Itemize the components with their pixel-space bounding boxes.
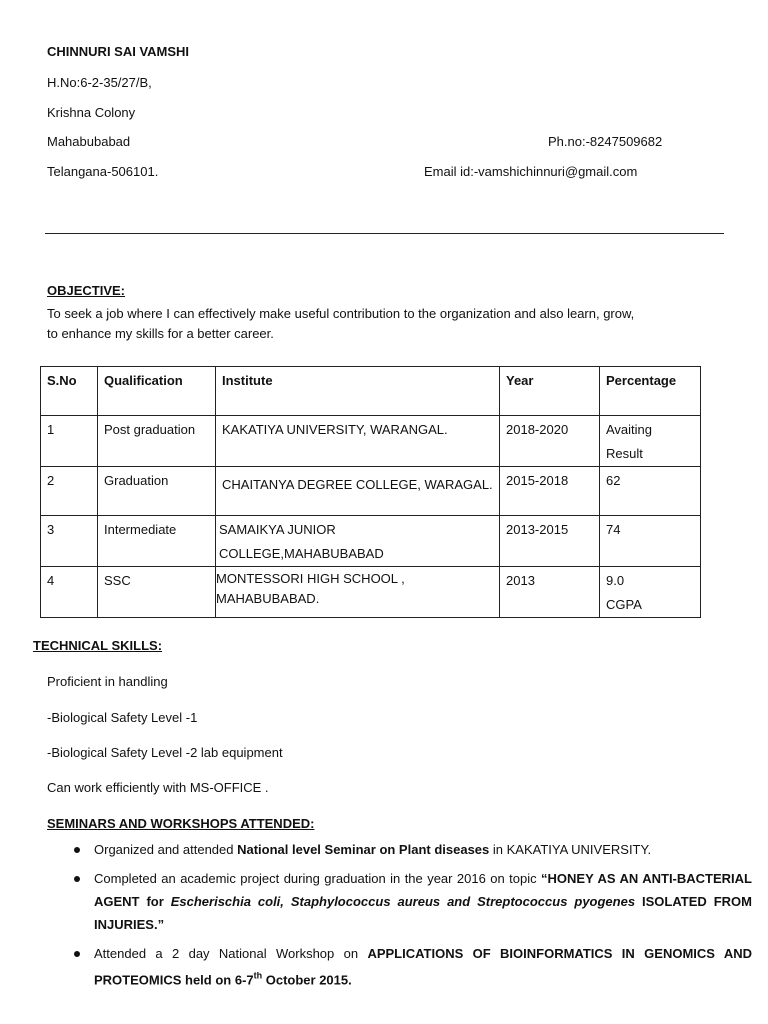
cell-year: 2013-2015	[500, 516, 600, 567]
divider-line	[45, 233, 724, 234]
bullet-bold-text: ISOLATED FROM INJURIES.”	[94, 894, 752, 932]
bullet-icon	[74, 876, 80, 882]
bullet-bold-text: “HONEY AS AN ANTI-BACTERIAL AGENT for	[94, 871, 752, 909]
bullet-text: Completed an academic project during graduation in the year 2016 on topic	[94, 871, 542, 886]
list-item	[94, 838, 752, 861]
cell-qualification: Post graduation	[98, 416, 216, 467]
skill-line-2: -Biological Safety Level -1	[47, 710, 198, 725]
percentage-line-2: Result	[606, 446, 643, 461]
cell-institute	[216, 567, 500, 618]
candidate-name: CHINNURI SAI VAMSHI	[47, 44, 190, 59]
cell-institute: KAKATIYA UNIVERSITY, WARANGAL.	[216, 416, 500, 467]
bullet-text: in KAKATIYA UNIVERSITY.	[489, 842, 652, 857]
column-header: S.No	[41, 367, 98, 416]
list-item	[94, 942, 752, 991]
objective-heading: OBJECTIVE:	[47, 283, 126, 298]
objective-line-2: to enhance my skills for a better career.	[47, 326, 274, 341]
cell-institute	[216, 516, 500, 567]
cell-institute	[216, 467, 500, 516]
column-header: Institute	[216, 367, 500, 416]
skill-line-1: Proficient in handling	[47, 674, 168, 689]
cell-qualification: SSC	[98, 567, 216, 618]
institute-text: CHAITANYA DEGREE COLLEGE, WARAGAL.	[222, 477, 493, 492]
column-header: Qualification	[98, 367, 216, 416]
superscript-text: th	[253, 971, 263, 981]
phone-number: Ph.no:-8247509682	[548, 134, 663, 149]
cell-percentage	[600, 416, 701, 467]
institute-line-2: COLLEGE,MAHABUBABAD	[219, 546, 384, 561]
list-item	[94, 867, 752, 936]
bullet-text: Attended a 2 day National Workshop on	[94, 946, 368, 961]
cell-sno: 4	[41, 567, 98, 618]
bullet-icon	[74, 847, 80, 853]
objective-line-1: To seek a job where I can effectively make useful contribution to the organization and also learn, grow,	[47, 306, 635, 321]
bullet-bold-text: APPLICATIONS OF BIOINFORMATICS IN GENOMICS AND PROTEOMICS held on 6-7	[94, 946, 752, 988]
institute-line-2: MAHABUBABAD.	[216, 591, 320, 606]
bullet-italic-text: Escherischia coli, Staphylococcus aureus and Streptococcus pyogenes	[170, 894, 636, 909]
cell-percentage	[600, 567, 701, 618]
cell-qualification: Graduation	[98, 467, 216, 516]
cell-year: 2013	[500, 567, 600, 618]
cell-qualification: Intermediate	[98, 516, 216, 567]
column-header: Year	[500, 367, 600, 416]
address-line-2: Krishna Colony	[47, 105, 136, 120]
bullet-bold-text: National level Seminar on Plant diseases	[237, 842, 490, 857]
column-header: Percentage	[600, 367, 701, 416]
skill-line-4: Can work efficiently with MS-OFFICE .	[47, 780, 269, 795]
bullet-bold-text: October 2015.	[262, 972, 352, 988]
technical-skills-heading: TECHNICAL SKILLS:	[33, 638, 163, 653]
cell-percentage: 74	[600, 516, 701, 567]
table-row	[41, 567, 701, 618]
table-row	[41, 467, 701, 516]
cell-sno: 2	[41, 467, 98, 516]
skill-line-3: -Biological Safety Level -2 lab equipment	[47, 745, 283, 760]
cell-year: 2018-2020	[500, 416, 600, 467]
email-address: Email id:-vamshichinnuri@gmail.com	[424, 164, 638, 179]
seminars-heading: SEMINARS AND WORKSHOPS ATTENDED:	[47, 816, 315, 831]
seminars-list	[70, 838, 752, 997]
percentage-line-2: CGPA	[606, 597, 642, 612]
education-table	[40, 366, 701, 618]
cell-year: 2015-2018	[500, 467, 600, 516]
cell-sno: 1	[41, 416, 98, 467]
address-line-4: Telangana-506101.	[47, 164, 159, 179]
table-row	[41, 516, 701, 567]
bullet-text: Organized and attended	[94, 842, 238, 857]
institute-line-1: SAMAIKYA JUNIOR	[219, 522, 336, 537]
percentage-line-1: 9.0	[606, 573, 625, 588]
percentage-line-1: Avaiting	[606, 422, 653, 437]
cell-percentage: 62	[600, 467, 701, 516]
bullet-icon	[74, 951, 80, 957]
table-header-row	[41, 367, 701, 416]
cell-sno: 3	[41, 516, 98, 567]
institute-line-1: MONTESSORI HIGH SCHOOL ,	[216, 571, 405, 586]
table-row	[41, 416, 701, 467]
address-line-3: Mahabubabad	[47, 134, 131, 149]
address-line-1: H.No:6-2-35/27/B,	[47, 75, 152, 90]
